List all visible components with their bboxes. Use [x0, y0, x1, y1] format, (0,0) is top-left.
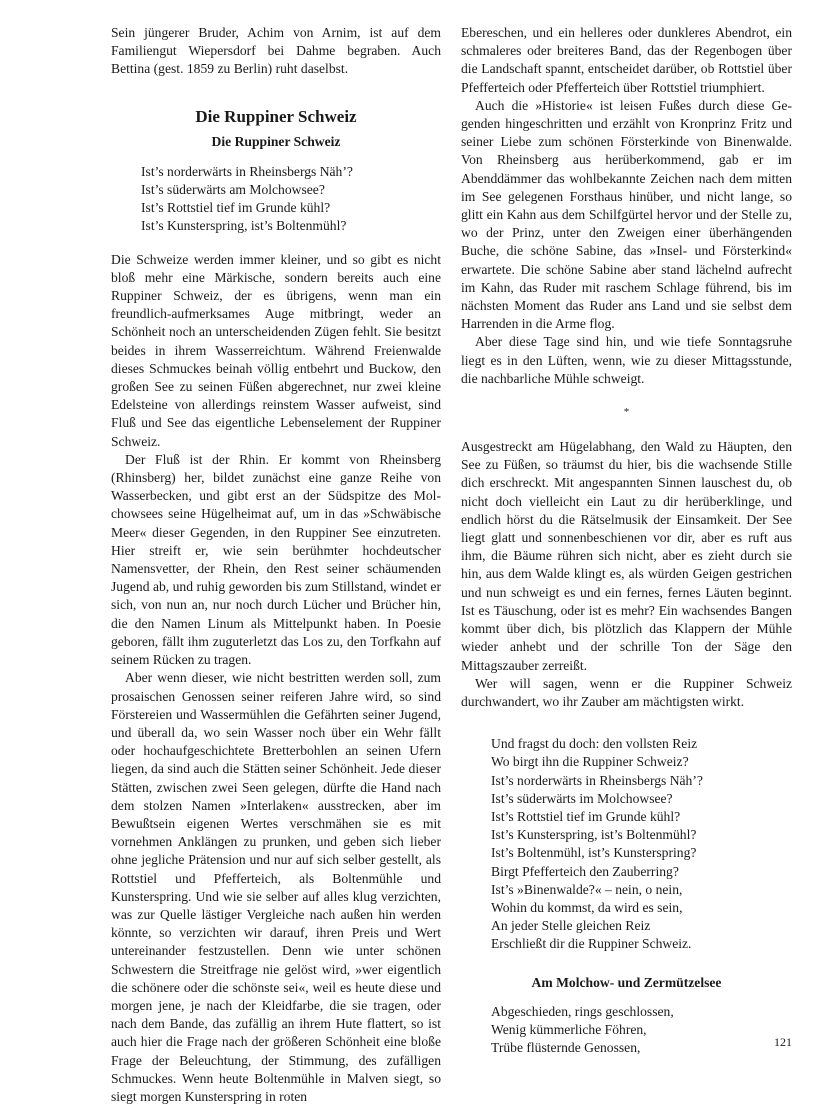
- section-title: Die Ruppiner Schweiz: [195, 106, 357, 126]
- poem-line: An jeder Stelle gleichen Reiz: [491, 918, 651, 934]
- section-divider-asterisk: *: [623, 406, 630, 419]
- intro-paragraph: Sein jüngerer Bruder, Achim von Arnim, ist auf dem Familiengut Wiepersdorf bei Dahme begraben. Auch Bettina (gest. 1859 zu Berlin) ruht daselbst.: [111, 25, 441, 77]
- body-paragraph: Auch die »Historie« ist leisen Fußes durch diese Gegenden hingeschritten und erzählt von Kronprinz Fritz und seiner Liebe zum schönen Försterkinde von Binenwalde. Von Rheinsberg aus herüberkommend, gab er im Abenddämmer das wohlbekannte Zeichen nach dem mitten im See gelegenen Forsthaus hinüber, und nicht lange, so glitt ein Kahn aus dem Schilfgürtel hervor und der Stelle zu, wo der Prinz, unter den Zweigen einer überhängenden Buche, die schöne Sabine, das »Insel- und Försterkind« erwartete. Die schöne Sabine aber stand lächelnd aufrecht im Kahn, das Ruder mit raschem Schlage führend, bis im nächsten Moment das Ruder ans Land und sie selbst dem Harrenden in die Arme flog.: [461, 97, 792, 332]
- body-paragraph: Ebereschen, und ein helleres oder dunkleres Abendrot, ein schmaleres oder breiteres Band, das der Regenbogen über die Landschaft spannt, entscheidet darüber, ob Rottstiel über Pfefferteich oder Pfefferteich über Rottstiel triumphiert.: [461, 25, 792, 95]
- poem-line: Ist’s »Binenwalde?« – nein, o nein,: [491, 881, 683, 897]
- right-column: [461, 24, 792, 1057]
- poem-title: Die Ruppiner Schweiz: [211, 133, 341, 149]
- poem-line: Ist’s Kunsterspring, ist’s Boltenmühl?: [141, 218, 347, 234]
- body-paragraph: Die Schweize werden immer kleiner, und so gibt es nicht bloß mehr eine Märkische, sondern bereits auch eine Ruppiner Schweiz, der es übrigens, wenn man ein freundlich-aufmerksames Auge mitbringt, weder an Schönheit noch an unterscheidenden Zügen fehlt. Sie besitzt beides in ihrem Wasserreichtum. Während Freienwalde dieses Schmuckes beinah völlig entbehrt und Buckow, den großen See zu seinen Füßen abgerechnet, nur zwei kleine Edelsteine von allerdings reinstem Wasser aufweist, sind Fluß und See das eigentliche Lebenselement der Ruppiner Schweiz.: [111, 251, 441, 449]
- poem-line: Wohin du kommst, da wird es sein,: [491, 899, 683, 915]
- poem-line: Ist’s norderwärts in Rheinsbergs Näh’?: [141, 163, 353, 179]
- poem-line: Abgeschieden, rings geschlossen,: [491, 1003, 674, 1019]
- poem-line: Ist’s süderwärts im Molchowsee?: [491, 790, 673, 806]
- poem-line: Und fragst du doch: den vollsten Reiz: [491, 736, 698, 752]
- body-paragraph: Aber wenn dieser, wie nicht bestritten werden soll, zum prosaischen Genossen seiner reiferen Jahre wird, so sind Förstereien und Wassermühlen die Gefährten seiner Jugend, und überall da, wo sein Wasser noch über ein Wehr fällt oder hochaufgeschichtete Bretterbohlen an seinen Ufern liegen, da sind auch die Stätten seiner Schönheit. Jede dieser Stätten, zwischen zwei Seen gelegen, dürfte die Hand nach dem stolzen Namen »Interlaken« ausstrecken, aber im Bewußtsein eigenen Wertes verschmähen sie es mit vornehmen Anklängen zu prunken, und geben sich lieber ohne jegliche Prätension und nur auf sich selber gestellt, als Rottstiel und Pfefferteich, als Boltenmühle und Kunsterspring. Und wie sie selber auf alles klug verzichten, was zur Quelle lästiger Vergleiche nach außen hin werden könnte, so verzichten wir darauf, ihren Preis und Wert untereinander festzustellen. Denn wie unter schönen Schwestern die Streitfrage nie gelöst wird, »wer eigentlich die schönere oder die schönste sei«, weil es heute diese und morgen jene, je nach der Kleidfarbe, die sie tragen, oder nach dem Bande, das zufällig an ihrem Hute flattert, so ist auch hier die Frage nach der größeren Schönheit eine bloße Frage der Beleuchtung, der Stimmung, des zufälligen Schmuckes. Wenn heute Boltenmühle in Malven siegt, so siegt morgen Kunsterspring in roten: [111, 670, 441, 1104]
- poem-line: Ist’s süderwärts am Molchowsee?: [141, 182, 325, 198]
- poem-line: Ist’s Rottstiel tief im Grunde kühl?: [141, 200, 331, 216]
- poem-line: Birgt Pfefferteich den Zauberring?: [491, 863, 679, 879]
- poem-line: Erschließt dir die Ruppiner Schweiz.: [491, 936, 692, 952]
- spacer: [461, 711, 792, 735]
- poem-line: Ist’s Rottstiel tief im Grunde kühl?: [491, 808, 681, 824]
- page-number: 121: [774, 1035, 792, 1049]
- body-paragraph: Aber diese Tage sind hin, und wie tiefe Sonntagsruhe liegt es in den Lüften, wenn, wie zu dieser Mittagsstunde, die nachbarliche Mühle schweigt.: [461, 334, 792, 386]
- poem-line: Trübe flüsternde Genossen,: [491, 1040, 641, 1056]
- poem-title: Am Molchow- und Zermützelsee: [531, 974, 722, 990]
- body-paragraph: Wer will sagen, wenn er die Ruppiner Schweiz durchwandert, wo ihr Zauber am mächtigsten wirkt.: [461, 675, 792, 709]
- poem-line: Ist’s norderwärts in Rheinsbergs Näh’?: [491, 772, 703, 788]
- poem-stanza: [461, 735, 792, 953]
- poem-line: Ist’s Boltenmühl, ist’s Kunsterspring?: [491, 845, 697, 861]
- poem-line: Ist’s Kunsterspring, ist’s Boltenmühl?: [491, 827, 697, 843]
- body-paragraph: Ausgestreckt am Hügelabhang, den Wald zu Häupten, den See zu Füßen, so träumst du hier, bis die wachsende Stille dich erschreckt. Mit angespannten Sinnen lauschest du, ob nicht doch vielleicht ein Laut zu dir herüberklinge, und endlich hörst du die Rätselmusik der Einsamkeit. Der See liegt glatt und sonnenbeschienen vor dir, aber es ruft aus ihm, die Bäume rühren sich nicht, aber es zieht durch sie hin, aus dem Walde klingt es, als würden Geigen gestrichen und nun schweigt es und ein fernes, fernes Läuten beginnt. Ist es Täuschung, oder ist es mehr? Ein wachsendes Bangen kommt über dich, bis plötzlich das Klappern der Mühle wieder anhebt und der schrille Ton der Säge den Mittagszauber zerreißt.: [461, 439, 792, 673]
- poem-stanza: [111, 163, 441, 236]
- poem-line: Wo birgt ihn die Ruppiner Schweiz?: [491, 754, 689, 770]
- body-paragraph: Der Fluß ist der Rhin. Er kommt von Rheinsberg (Rhinsberg) her, bildet zunächst eine ganze Reihe von Wasserbecken, und gibt erst an der Südspitze des Molchowsees seine Hügelheimat auf, um in das »Schwäbische Meer« dieser Gegenden, in den Ruppiner See einzutreten. Hier streift er, wie sein berühmter hochdeutscher Namensvetter, der Rhein, den Rest seiner schäumenden Jugend ab, und ruhig geworden bis zum Stillstand, windet er sich, von nun an, nur noch durch Lücher und Brücher hin, die den Namen Linum als Mittelpunkt haben. In Poesie geboren, fällt ihm zuguterletzt das Los zu, den Torfkahn auf seinem Rücken zu tragen.: [111, 451, 441, 668]
- left-column: [111, 24, 441, 1106]
- poem-stanza: [461, 1003, 792, 1058]
- poem-line: Wenig kümmerliche Föhren,: [491, 1021, 647, 1037]
